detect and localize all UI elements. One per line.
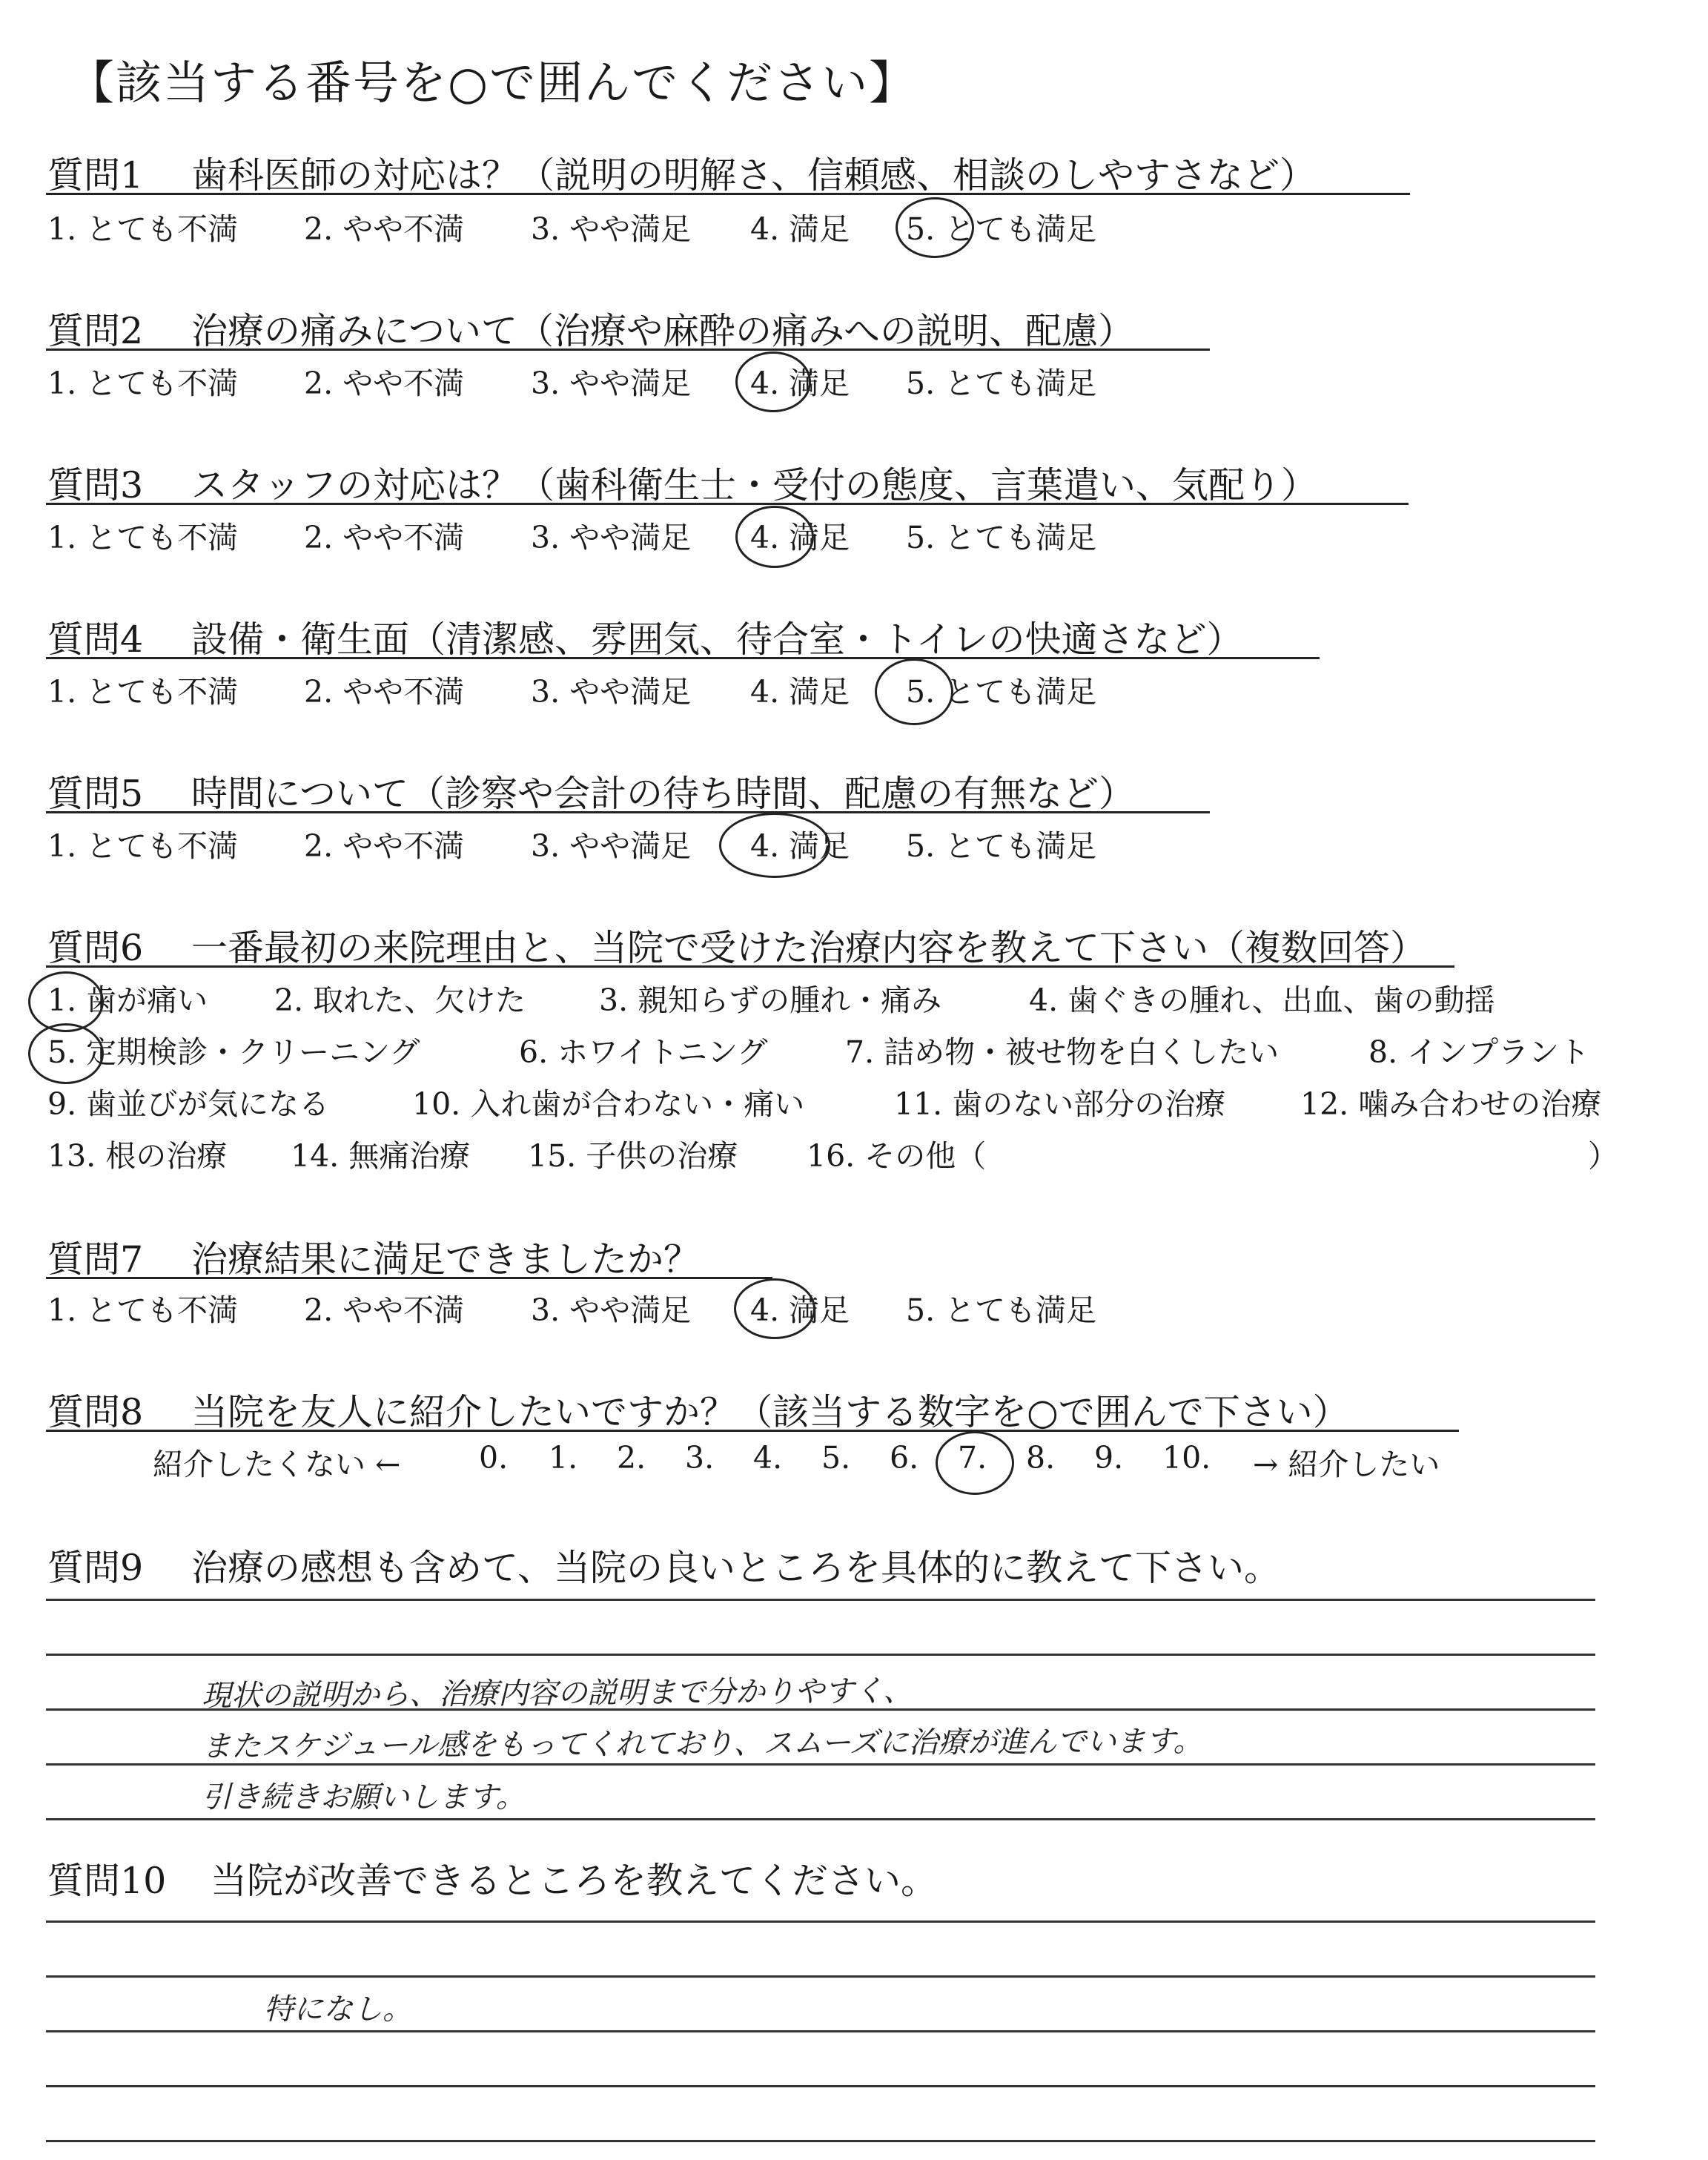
answer-rule	[46, 2140, 1595, 2142]
option-3[interactable]: 3. 親知らずの腫れ・痛み	[599, 982, 942, 1018]
question-text: 一番最初の来院理由と、当院で受けた治療内容を教えて下さい（複数回答）	[191, 927, 1427, 969]
question-underline	[46, 193, 1410, 195]
question-underline	[46, 1277, 772, 1279]
scale-high-label: → 紹介したい	[1253, 1447, 1440, 1482]
question-text: 歯科医師の対応は？（説明の明解さ、信頼感、相談のしやすさなど）	[191, 154, 1317, 196]
option-12[interactable]: 12. 噛み合わせの治療	[1300, 1086, 1602, 1122]
question-text: 当院が改善できるところを教えてください。	[211, 1860, 938, 1902]
option-7[interactable]: 7. 詰め物・被せ物を白くしたい	[845, 1034, 1280, 1070]
option-1[interactable]: 1. とても不満	[47, 674, 239, 710]
option-2[interactable]: 2. やや不満	[304, 211, 465, 247]
option-5[interactable]: 5. とても満足	[906, 674, 1097, 710]
option-5[interactable]: 5. とても満足	[906, 1292, 1097, 1328]
question-text: 治療結果に満足できましたか？	[191, 1238, 701, 1281]
question-text: 治療の感想も含めて、当院の良いところを具体的に教えて下さい。	[191, 1547, 1281, 1589]
option-2[interactable]: 2. やや不満	[304, 1292, 465, 1328]
option-3[interactable]: 3. やや満足	[531, 520, 692, 555]
option-4[interactable]: 4. 歯ぐきの腫れ、出血、歯の動揺	[1029, 982, 1495, 1018]
option-3[interactable]: 3. やや満足	[531, 828, 692, 864]
question-label: 質問9	[47, 1547, 144, 1589]
scale-1[interactable]: 1.	[549, 1440, 578, 1476]
scale-8[interactable]: 8.	[1026, 1440, 1056, 1476]
question-underline	[46, 965, 1454, 968]
answer-rule	[46, 1599, 1595, 1601]
option-3[interactable]: 3. やや満足	[531, 366, 692, 401]
answer-rule	[46, 2085, 1595, 2087]
answer-line: 特になし。	[264, 1992, 412, 2027]
scale-3[interactable]: 3.	[685, 1440, 715, 1476]
scale-low-label: 紹介したくない ←	[153, 1447, 401, 1482]
question-label: 質問6	[47, 927, 144, 969]
option-4[interactable]: 4. 満足	[750, 520, 850, 555]
option-5[interactable]: 5. とても満足	[906, 828, 1097, 864]
option-1[interactable]: 1. とても不満	[47, 520, 239, 555]
option-4[interactable]: 4. 満足	[750, 828, 850, 864]
option-5[interactable]: 5. とても満足	[906, 520, 1097, 555]
question-underline	[46, 503, 1409, 505]
option-1[interactable]: 1. とても不満	[47, 828, 239, 864]
scale-4[interactable]: 4.	[753, 1440, 783, 1476]
option-4[interactable]: 4. 満足	[750, 366, 850, 401]
scale-7[interactable]: 7.	[958, 1440, 987, 1476]
option-5[interactable]: 5. 定期検診・クリーニング	[47, 1034, 420, 1070]
answer-rule	[46, 1818, 1595, 1820]
option-2[interactable]: 2. やや不満	[304, 828, 465, 864]
answer-rule	[46, 2030, 1595, 2032]
other-close-paren: ）	[1588, 1138, 1618, 1174]
question-label: 質問10	[47, 1860, 167, 1902]
scale-10[interactable]: 10.	[1162, 1440, 1211, 1476]
option-16[interactable]: 16. その他（	[807, 1138, 987, 1174]
answer-rule	[46, 1920, 1595, 1923]
scale-5[interactable]: 5.	[821, 1440, 851, 1476]
question-text: スタッフの対応は？（歯科衛生士・受付の態度、言葉遣い、気配り）	[191, 464, 1318, 506]
option-1[interactable]: 1. 歯が痛い	[47, 982, 208, 1018]
question-underline	[46, 811, 1210, 813]
page-title: 【該当する番号を○で囲んでください】	[68, 56, 917, 110]
option-3[interactable]: 3. やや満足	[531, 211, 692, 247]
option-1[interactable]: 1. とても不満	[47, 211, 239, 247]
scale-9[interactable]: 9.	[1094, 1440, 1124, 1476]
option-2[interactable]: 2. 取れた、欠けた	[274, 982, 526, 1018]
option-3[interactable]: 3. やや満足	[531, 674, 692, 710]
option-13[interactable]: 13. 根の治療	[47, 1138, 228, 1174]
question-label: 質問1	[47, 154, 144, 196]
question-text: 治療の痛みについて（治療や麻酔の痛みへの説明、配慮）	[191, 310, 1135, 352]
option-2[interactable]: 2. やや不満	[304, 366, 465, 401]
option-2[interactable]: 2. やや不満	[304, 674, 465, 710]
option-6[interactable]: 6. ホワイトニング	[519, 1034, 768, 1070]
option-9[interactable]: 9. 歯並びが気になる	[47, 1086, 330, 1122]
question-text: 設備・衛生面（清潔感、雰囲気、待合室・トイレの快適さなど）	[191, 618, 1243, 661]
option-5[interactable]: 5. とても満足	[906, 211, 1097, 247]
option-8[interactable]: 8. インプラント	[1368, 1034, 1590, 1070]
option-1[interactable]: 1. とても不満	[47, 366, 239, 401]
scale-6[interactable]: 6.	[890, 1440, 919, 1476]
question-text: 時間について（診察や会計の待ち時間、配慮の有無など）	[191, 773, 1136, 815]
option-4[interactable]: 4. 満足	[750, 674, 850, 710]
question-text: 当院を友人に紹介したいですか？（該当する数字を○で囲んで下さい）	[191, 1391, 1349, 1433]
question-underline	[46, 1430, 1459, 1432]
answer-rule	[46, 1975, 1595, 1978]
question-label: 質問8	[47, 1391, 144, 1433]
question-label: 質問4	[47, 618, 144, 661]
question-label: 質問5	[47, 773, 144, 815]
option-4[interactable]: 4. 満足	[750, 1292, 850, 1328]
scale-0[interactable]: 0.	[479, 1440, 509, 1476]
answer-line: 現状の説明から、治療内容の説明まで分かりやすく、	[201, 1674, 913, 1714]
answer-line: またスケジュール感をもってくれており、スムーズに治療が進んでいます。	[201, 1724, 1203, 1764]
option-15[interactable]: 15. 子供の治療	[528, 1138, 738, 1174]
option-4[interactable]: 4. 満足	[750, 211, 850, 247]
scale-2[interactable]: 2.	[617, 1440, 646, 1476]
option-11[interactable]: 11. 歯のない部分の治療	[894, 1086, 1226, 1122]
question-label: 質問3	[47, 464, 144, 506]
option-10[interactable]: 10. 入れ歯が合わない・痛い	[412, 1086, 805, 1122]
answer-line: 引き続きお願いします。	[202, 1780, 526, 1814]
option-3[interactable]: 3. やや満足	[531, 1292, 692, 1328]
answer-rule	[46, 1654, 1595, 1656]
option-2[interactable]: 2. やや不満	[304, 520, 465, 555]
option-14[interactable]: 14. 無痛治療	[291, 1138, 471, 1174]
question-underline	[46, 657, 1320, 659]
question-label: 質問2	[47, 310, 144, 352]
option-5[interactable]: 5. とても満足	[906, 366, 1097, 401]
question-underline	[46, 349, 1210, 351]
question-label: 質問7	[47, 1238, 144, 1281]
option-1[interactable]: 1. とても不満	[47, 1292, 239, 1328]
